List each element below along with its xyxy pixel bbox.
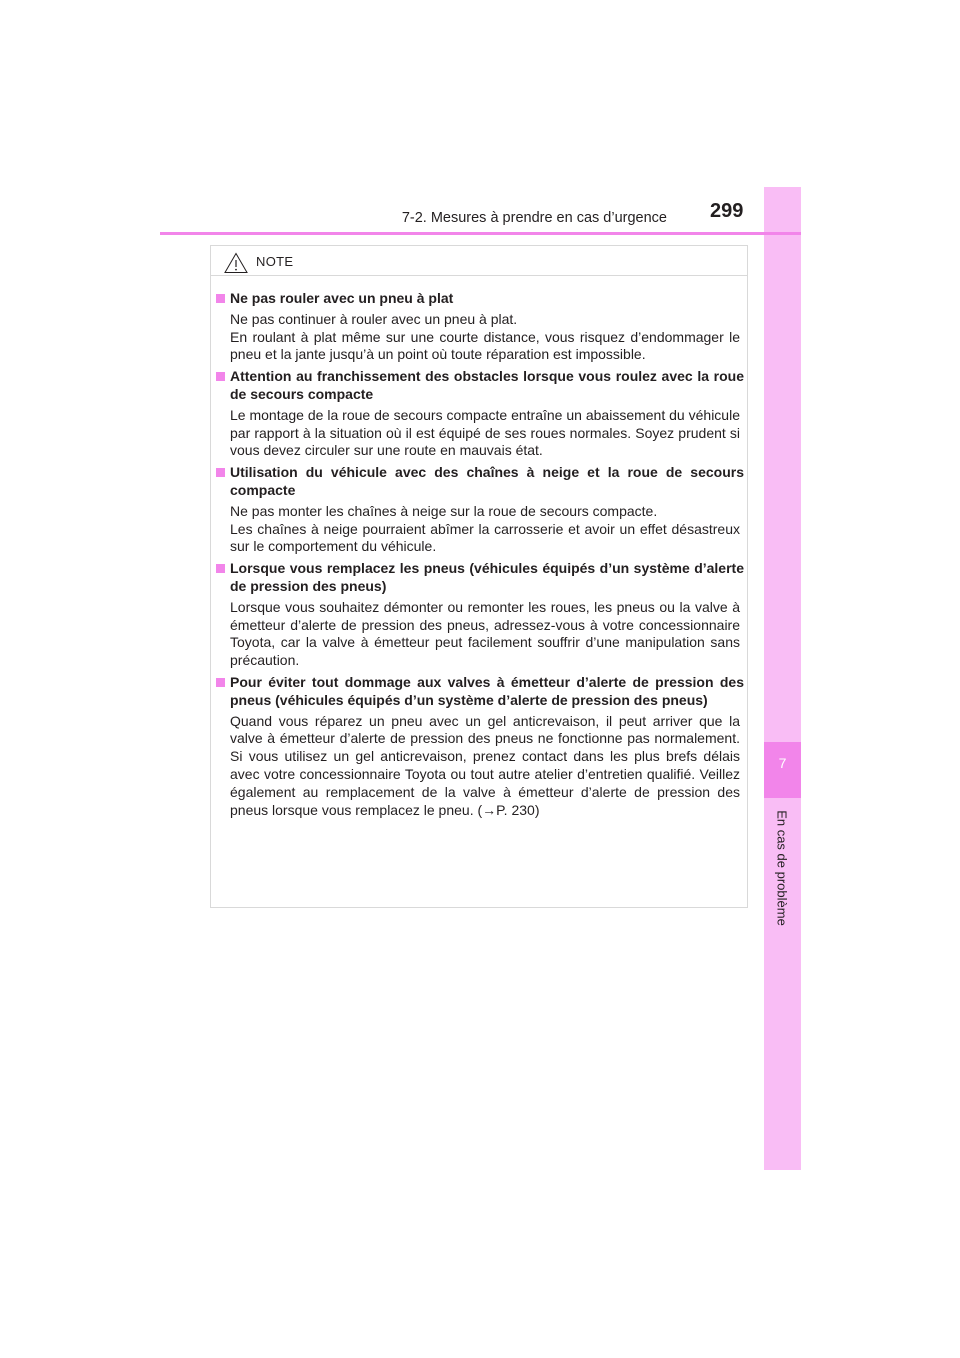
note-item-title: Attention au franchissement des obstacles lorsque vous roulez avec la roue de secours compacte — [216, 368, 744, 404]
note-item-body — [216, 407, 744, 460]
square-bullet-icon — [216, 294, 225, 303]
chapter-title: En cas de problème — [774, 810, 790, 926]
note-item-body — [216, 599, 744, 670]
note-paragraph: Lorsque vous souhaitez démonter ou remonter les roues, les pneus ou la valve à émetteur d’alerte de pression des pneus, adressez-vous à votre concessionnaire Toyota, car la valve à émetteur peut facilement souffrir d’une manipulation sans précaution. — [230, 598, 740, 669]
section-title: 7-2. Mesures à prendre en cas d’urgence — [401, 210, 667, 226]
note-item-body — [216, 713, 744, 820]
square-bullet-icon — [216, 372, 225, 381]
square-bullet-icon — [216, 468, 225, 477]
note-paragraph: Ne pas monter les chaînes à neige sur la roue de secours compacte. — [230, 502, 658, 519]
note-paragraph: Les chaînes à neige pourraient abîmer la carrosserie et avoir un effet désastreux sur le comportement du véhicule. — [230, 520, 740, 555]
note-item — [216, 290, 744, 364]
note-item-title: Lorsque vous remplacez les pneus (véhicules équipés d’un système d’alerte de pression des pneus) — [216, 560, 744, 596]
note-item — [216, 368, 744, 460]
note-header — [211, 246, 747, 276]
note-paragraph: En roulant à plat même sur une courte distance, vous risquez d’endommager le pneu et la jante jusqu’à un point où toute réparation est impossible. — [230, 328, 740, 363]
page-number: 299 — [710, 200, 744, 222]
note-item-body — [216, 311, 744, 364]
square-bullet-icon — [216, 678, 225, 687]
chapter-number: 7 — [778, 755, 787, 771]
note-item-title: Utilisation du véhicule avec des chaînes à neige et la roue de secours compacte — [216, 464, 744, 500]
note-paragraph: Le montage de la roue de secours compacte entraîne un abaissement du véhicule par rapport à la situation où il est équipé de ses roues normales. Soyez prudent si vous devez circuler sur une route en mauvais état. — [230, 406, 740, 459]
warning-triangle-icon — [224, 252, 248, 274]
note-label: NOTE — [256, 254, 294, 269]
note-paragraph: Ne pas continuer à rouler avec un pneu à plat. — [230, 310, 518, 327]
square-bullet-icon — [216, 564, 225, 573]
note-item — [216, 674, 744, 819]
note-paragraph: Quand vous réparez un pneu avec un gel anticrevaison, il peut arriver que la valve à émetteur d’alerte de pression des pneus ne fonctionne pas normalement. Si vous utilisez un gel anticrevaison, prenez contact dans les plus brefs délais avec votre concessionnaire Toyota ou tout autre atelier d’entretien qualifié. Veillez également au remplacement de la valve à émetteur d’alerte de pression des pneus lorsque vous remplacez le pneu. (→P. 230) — [230, 712, 740, 818]
note-item-title: Pour éviter tout dommage aux valves à émetteur d’alerte de pression des pneus (véhicules équipés d’un système d’alerte de pression des pneus) — [216, 674, 744, 710]
note-box — [210, 245, 748, 908]
note-item-title: Ne pas rouler avec un pneu à plat — [216, 290, 744, 308]
note-content — [216, 290, 744, 823]
note-item — [216, 464, 744, 556]
chapter-side-tab — [764, 187, 801, 1170]
header-rule — [160, 232, 801, 235]
note-item-body — [216, 503, 744, 556]
note-item — [216, 560, 744, 670]
